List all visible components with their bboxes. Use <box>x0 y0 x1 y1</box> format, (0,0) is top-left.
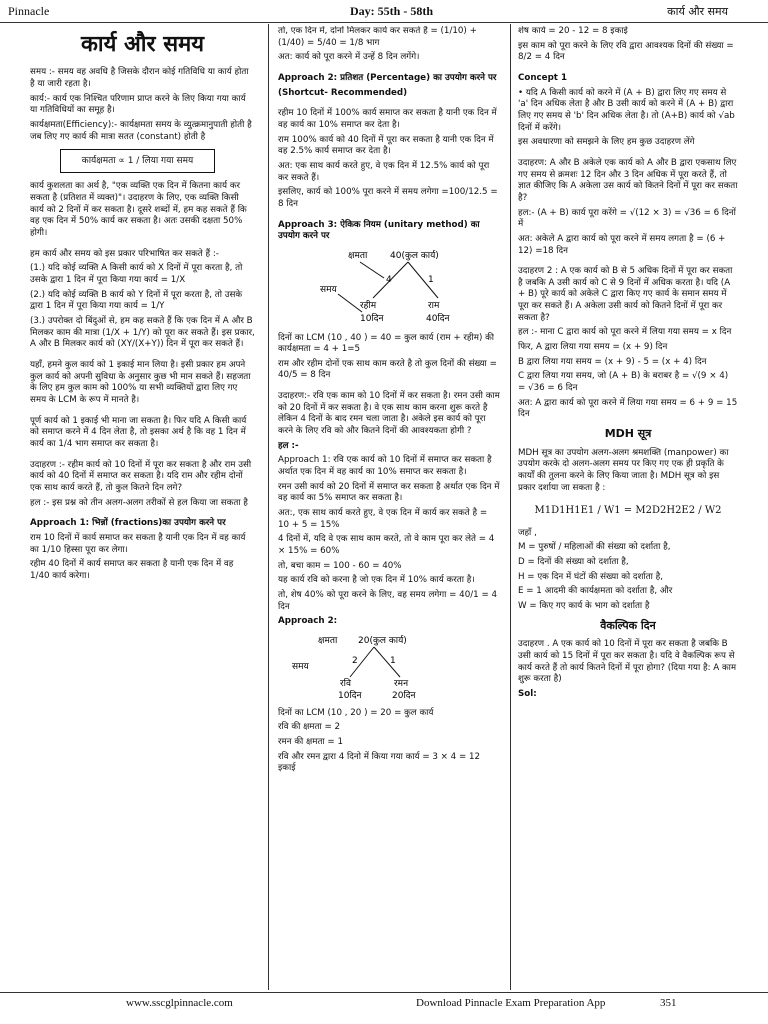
tree-label: समय <box>292 661 309 672</box>
approach-heading: Approach 2: प्रतिशत (Percentage) का उपयोग करने पर <box>278 72 497 83</box>
paragraph: जहाँ , <box>518 527 537 538</box>
tree-label: 4 <box>386 274 392 285</box>
column-3 <box>518 26 738 986</box>
chapter-title: कार्य और समय <box>81 32 204 57</box>
tree-label: 10दिन <box>338 690 362 701</box>
tree-label: रमन <box>394 678 409 689</box>
paragraph: तो, एक दिन में, दोनों मिलकर कार्य कर सकते है = (1/10) + (1/40) = 5/40 = 1/8 भाग <box>278 26 477 48</box>
definition-item: M = पुरुषों / महिलाओं की संख्या को दर्शाता है, <box>518 542 671 553</box>
solution: हल:- (A + B) कार्य पूरा करेंगे = √(12 × 3) = √36 = 6 दिनों में <box>518 207 736 230</box>
paragraph: दिनों का LCM (10 , 40 ) = 40 = कुल कार्य (राम + रहीम) की कार्यक्षमता = 4 + 1=5 <box>278 332 495 355</box>
paragraph: C द्वारा लिया गया समय, जो (A + B) के बराबर है = √(9 × 4) = √36 = 6 दिन <box>518 371 729 394</box>
paragraph: रमन की क्षमता = 1 <box>278 736 343 747</box>
paragraph: इस काम को पूरा करने के लिए रवि द्वारा आवश्यक दिनों की संख्या = 8/2 = 4 दिन <box>518 40 734 63</box>
solution: हल :- माना C द्वारा कार्य को पूरा करने में लिया गया समय = x दिन <box>518 327 732 338</box>
approach-heading: Approach 3: ऐकिक नियम (unitary method) का उपयोग करने पर <box>278 219 480 242</box>
mdh-formula: M1D1H1E1 / W1 = M2D2H2E2 / W2 <box>534 505 722 517</box>
paragraph: दिनों का LCM (10 , 20 ) = 20 = कुल कार्य <box>278 707 434 718</box>
paragraph: MDH सूत्र का उपयोग अलग-अलग श्रमशक्ति (manpower) का उपयोग करके दो अलग-अलग समय पर किए गए एक ही प्रकृति के कार्यों की तुलना करने के लिए किया जाता है। MDH सूत्र को इस प्रकार दर्शाया जा सकता है : <box>518 447 729 493</box>
page-number: 351 <box>660 997 677 1009</box>
column-divider <box>510 24 511 990</box>
definition-item: W = किए गए कार्य के भाग को दर्शाता है <box>518 601 650 612</box>
section-heading: वैकल्पिक दिन <box>600 618 656 632</box>
paragraph: इसलिए, कार्य को 100% पूरा करने में समय लगेगा =100/12.5 = 8 दिन <box>278 187 498 209</box>
paragraph: तो, बचा काम = 100 - 60 = 40% <box>278 560 402 571</box>
tree-label: समय <box>320 284 337 295</box>
paragraph: कार्य:- कार्य एक निश्चित परिणाम प्राप्त करने के लिए किया गया कार्य या गतिविधियों का समूह है। <box>30 93 246 116</box>
paragraph: (3.) उपरोक्त दो बिंदुओं से, हम कह सकते हैं कि एक दिन में A और B मिलकर काम की मात्रा (1/X + 1/Y) को पूरा कर सकते हैं। इस प्रकार, A और B मिलकर कार्य को (XY/(X+Y)) दिन में पूरा कर सकते हैं। <box>30 316 255 350</box>
paragraph: अत: A द्वारा कार्य को पूरा करने में लिया गया समय = 6 + 9 = 15 दिन <box>518 397 738 420</box>
solution-label: हल :- इस प्रश्न को तीन अलग-अलग तरीकों से हल किया जा सकता है <box>30 497 248 508</box>
paragraph: • यदि A किसी कार्य को करने में (A + B) द्वारा लिए गए समय से 'a' दिन अधिक लेता है और B उसी कार्य को करने में (A + B) द्वारा लिए गए समय से 'b' दिन अधिक लेता है। तो (A+B) कार्य को √ab दिनों में करेंगे। <box>518 87 735 133</box>
paragraph: राम 100% कार्य को 40 दिनों में पूरा कर सकता है यानी एक दिन में वह 2.5% कार्य समाप्त कर देता है। <box>278 134 494 157</box>
approach-subheading: (Shortcut- Recommended) <box>278 87 408 98</box>
approach-heading: Approach 2: <box>278 616 338 627</box>
paragraph: यह कार्य रवि को करना है जो एक दिन में 10% कार्य करता है। <box>278 575 475 586</box>
paragraph: अत:, एक साथ कार्य करते हुए, वे एक दिन में कार्य कर सकते है = 10 + 5 = 15% <box>278 508 488 530</box>
tree-label: क्षमता <box>348 250 368 261</box>
lcm-tree-diagram-2 <box>278 631 500 703</box>
definition-item: E = 1 आदमी की कार्यक्षमता को दर्शाता है, और <box>518 586 673 597</box>
tree-label: 1 <box>390 655 396 666</box>
paragraph: (2.) यदि कोई व्यक्ति B कार्य को Y दिनों में पूरा करता है, तो उसके द्वारा 1 दिन में पूरा किया गया कार्य = 1/Y <box>30 289 243 312</box>
paragraph: 4 दिनों में, यदि वे एक साथ काम करते, तो वे काम पूरा कर लेते = 4 × 15% = 60% <box>278 534 495 556</box>
definition-item: D = दिनों की संख्या को दर्शाता है, <box>518 557 629 568</box>
efficiency-formula-box: कार्यक्षमता ∝ 1 / लिया गया समय <box>60 149 215 173</box>
paragraph: तो, शेष 40% को पूरा करने के लिए, वह समय लगेगा = 40/1 = 4 दिन <box>278 589 498 612</box>
paragraph: रहीम 40 दिनों में कार्य समाप्त कर सकता है यानी एक दिन में वह 1/40 कार्य करेगा। <box>30 559 234 581</box>
example-question: उदाहरण :- रहीम कार्य को 10 दिनों में पूरा कर सकता है और राम उसी कार्य को 40 दिनों में समाप्त कर सकता है। यदि राम और रहीम दोनों एक साथ कार्य करते हैं, तो कुल कितने दिन लगे? <box>30 459 252 493</box>
section-heading: MDH सूत्र <box>604 427 652 441</box>
lcm-tree-diagram-1 <box>278 246 500 328</box>
tree-label: 10दिन <box>360 313 384 324</box>
example-question: उदाहरण . A एक कार्य को 10 दिनों में पूरा कर सकता है जबकि B उसी कार्य को 15 दिनों में पूरा कर सकता है। यदि वे वैकल्पिक रूप से कार्य करते हैं तो कार्य कितने दिनों में पूरा होगा? (दिया गया है: A काम शुरू करता है) <box>518 639 737 685</box>
paragraph: रहीम 10 दिनों में 100% कार्य समाप्त कर सकता है यानी एक दिन में वह कार्य का 10% समाप्त कर देता है। <box>278 108 497 130</box>
paragraph: हम कार्य और समय को इस प्रकार परिभाषित कर सकते हैं :- <box>30 248 219 259</box>
paragraph: यहाँ, हमने कुल कार्य को 1 इकाई मान लिया है। इसी प्रकार हम अपने कुल कार्य को अपनी सुविधा के अनुसार कुछ भी मान सकते हैं। सहजता के लिए हम कुल काम को 100% या सभी व्यक्तियों द्वारा लिए गए समय के LCM के रूप में मानते है। <box>30 359 251 405</box>
tree-label: 40(कुल कार्य) <box>390 250 439 261</box>
tree-label: रवि <box>340 678 352 689</box>
tree-label: 20दिन <box>392 690 416 701</box>
day-range: Day: 55th - 58th <box>350 4 433 18</box>
page-footer <box>0 992 768 1009</box>
paragraph: अत: अकेले A द्वारा कार्य को पूरा करने में समय लगता है = (6 + 12) =18 दिन <box>518 233 726 256</box>
column-divider <box>268 24 269 990</box>
paragraph: रवि की क्षमता = 2 <box>278 722 341 733</box>
paragraph: अत: कार्य को पूरा करने में उन्हें 8 दिन लगेंगे। <box>278 52 420 63</box>
paragraph: समय :- समय वह अवधि है जिसके दौरान कोई गतिविधि या कार्य होता है या जारी रहता है। <box>30 67 249 90</box>
tree-label: क्षमता <box>318 635 338 646</box>
example-question: उदाहरण:- रवि एक काम को 10 दिनों में कर सकता है। रमन उसी काम को 20 दिनों में कर सकता है। वे एक साथ काम करना शुरू करते है लेकिन 4 दिनों के बाद रमन चला जाता है। अकेले इस कार्य को पूरा करने के लिए रवि को और कितने दिनों की आवश्यकता होगी ? <box>278 391 500 437</box>
paragraph: राम और रहीम दोनों एक साथ काम करते है तो कुल दिनों की संख्या = 40/5 = 8 दिन <box>278 358 497 381</box>
definition-item: H = एक दिन में घंटों की संख्या को दर्शाता है, <box>518 571 663 582</box>
paragraph: कार्यक्षमता(Efficiency):- कार्यक्षमता समय के व्युत्क्रमानुपाती होती है जब लिए गए कार्य की मात्रा सतत (constant) होती है <box>30 120 252 142</box>
paragraph: रमन उसी कार्य को 20 दिनों में समाप्त कर सकता है अर्थात एक दिन में वह कार्य का 5% समाप्त कर सकता है। <box>278 481 500 504</box>
column-1 <box>30 26 255 986</box>
solution-label: Sol: <box>518 689 537 700</box>
tree-label: 40दिन <box>426 313 450 324</box>
app-promo: Download Pinnacle Exam Preparation App <box>416 997 606 1009</box>
example-question: उदाहरण: A और B अकेले एक कार्य को A और B द्वारा एकसाथ लिए गए समय से क्रमशः 12 दिन और 3 दिन अधिक में पूरा करते हैं, तो ज्ञात कीजिए कि A अकेला उस कार्य को कितने दिनों में पूरा कर सकता है? <box>518 157 738 203</box>
paragraph: फिर, A द्वारा लिया गया समय = (x + 9) दिन <box>518 342 668 353</box>
paragraph: अत: एक साथ कार्य करते हुए, वे एक दिन में 12.5% कार्य को पूरा कर सकते हैं। <box>278 160 490 183</box>
concept-heading: Concept 1 <box>518 72 568 83</box>
example-question: उदाहरण 2 : A एक कार्य को B से 5 अधिक दिनों में पूरा कर सकता है जबकि A उसी कार्य को C से 9 दिनों में अधिक करता है। यदि (A + B) पूरे कार्य को अकेले C द्वारा किए गए कार्य के समान समय में पूरा कर सकते हैं। A अकेला उसी कार्य को कितने दिनों में पूरा कर सकता है? <box>518 266 733 323</box>
approach-heading: Approach 1: भिन्नों (fractions)का उपयोग करने पर <box>30 518 226 529</box>
brand-name: Pinnacle <box>8 4 50 18</box>
paragraph: राम 10 दिनों में कार्य समाप्त कर सकता है यानी एक दिन में वह कार्य का 1/10 हिस्सा पूरा कर लेगा। <box>30 532 246 555</box>
column-2 <box>278 26 500 986</box>
paragraph: शेष कार्य = 20 - 12 = 8 इकाई <box>518 26 628 36</box>
tree-label: 20(कुल कार्य) <box>358 635 407 646</box>
tree-label: 1 <box>428 274 434 285</box>
website-link[interactable]: www.sscglpinnacle.com <box>126 997 233 1009</box>
paragraph: Approach 1: रवि एक कार्य को 10 दिनों में समाप्त कर सकता है अर्थात एक दिन में वह कार्य का 10% समाप्त कर सकता है। <box>278 455 492 478</box>
paragraph: B द्वारा लिया गया समय = (x + 9) - 5 = (x + 4) दिन <box>518 356 707 367</box>
tree-label: राम <box>428 300 440 311</box>
paragraph: पूर्ण कार्य को 1 इकाई भी माना जा सकता है। फिर यदि A किसी कार्य को समाप्त करने में 4 दिन लेता है, तो इसका अर्थ है कि वह 1 दिन में कार्य का 1/4 भाग समाप्त कर सकता है। <box>30 415 247 449</box>
page-header <box>0 0 768 23</box>
paragraph: इस अवधारणा को समझने के लिए हम कुछ उदाहरण लेंगे <box>518 137 695 148</box>
paragraph: कार्य कुशलता का अर्थ है, "एक व्यक्ति एक दिन में कितना कार्य कर सकता है (प्रतिशत में व्यक्त)"। उदाहरण के लिए, एक व्यक्ति किसी कार्य को 2 दिनों में कर सकता है। दूसरे शब्दों में, हम कह सकते हैं कि वह एक दिन में 50% कार्य कर सकता है। अतः उसकी दक्षता 50% होगी। <box>30 181 247 239</box>
paragraph: (1.) यदि कोई व्यक्ति A किसी कार्य को X दिनों में पूरा करता है, तो उसके द्वारा 1 दिन में पूरा किया गया कार्य = 1/X <box>30 263 243 286</box>
chapter-name: कार्य और समय <box>667 5 728 18</box>
tree-label: रहीम <box>360 300 377 311</box>
paragraph: रवि और रमन द्वारा 4 दिनो में किया गया कार्य = 3 × 4 = 12 इकाई <box>278 751 481 774</box>
tree-label: 2 <box>352 655 358 666</box>
solution-label: हल :- <box>278 440 299 451</box>
